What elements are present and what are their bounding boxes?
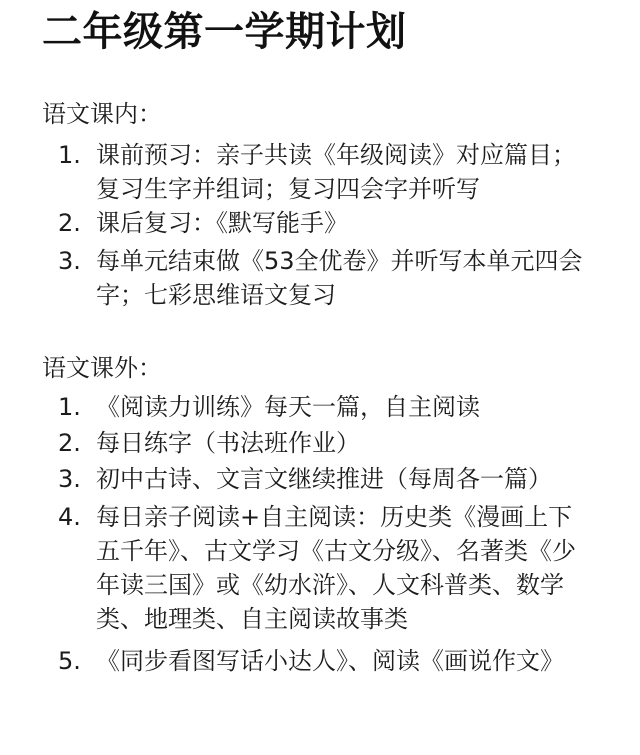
item-number: 3. xyxy=(58,247,81,275)
section-heading: 语文课外： xyxy=(42,354,162,382)
item-number: 2. xyxy=(58,429,81,457)
item-text: 《阅读力训练》每天一篇，自主阅读 xyxy=(96,393,480,421)
item-number: 1. xyxy=(58,393,81,421)
item-text: 《同步看图写话小达人》、阅读《画说作文》 xyxy=(96,647,564,675)
item-number: 3. xyxy=(58,465,81,493)
item-number: 1. xyxy=(58,141,81,169)
item-text: 课后复习：《默写能手》 xyxy=(96,209,348,237)
item-text: 每单元结束做《53全优卷》并听写本单元四会字；七彩思维语文复习 xyxy=(96,247,583,309)
item-number: 4. xyxy=(58,503,81,531)
item-number: 2. xyxy=(58,209,81,237)
item-number: 5. xyxy=(58,647,81,675)
item-text: 每日练字（书法班作业） xyxy=(96,429,360,457)
item-text: 每日亲子阅读+自主阅读：历史类《漫画上下五千年》、古文学习《古文分级》、名著类《少年读三国》或《幼水浒》、人文科普类、数学类、地理类、自主阅读故事类 xyxy=(96,503,576,633)
page-title: 二年级第一学期计划 xyxy=(42,9,407,55)
section-heading: 语文课内： xyxy=(42,100,162,128)
item-text: 课前预习：亲子共读《年级阅读》对应篇目；复习生字并组词；复习四会字并听写 xyxy=(96,141,576,203)
item-text: 初中古诗、文言文继续推进（每周各一篇） xyxy=(96,465,552,493)
